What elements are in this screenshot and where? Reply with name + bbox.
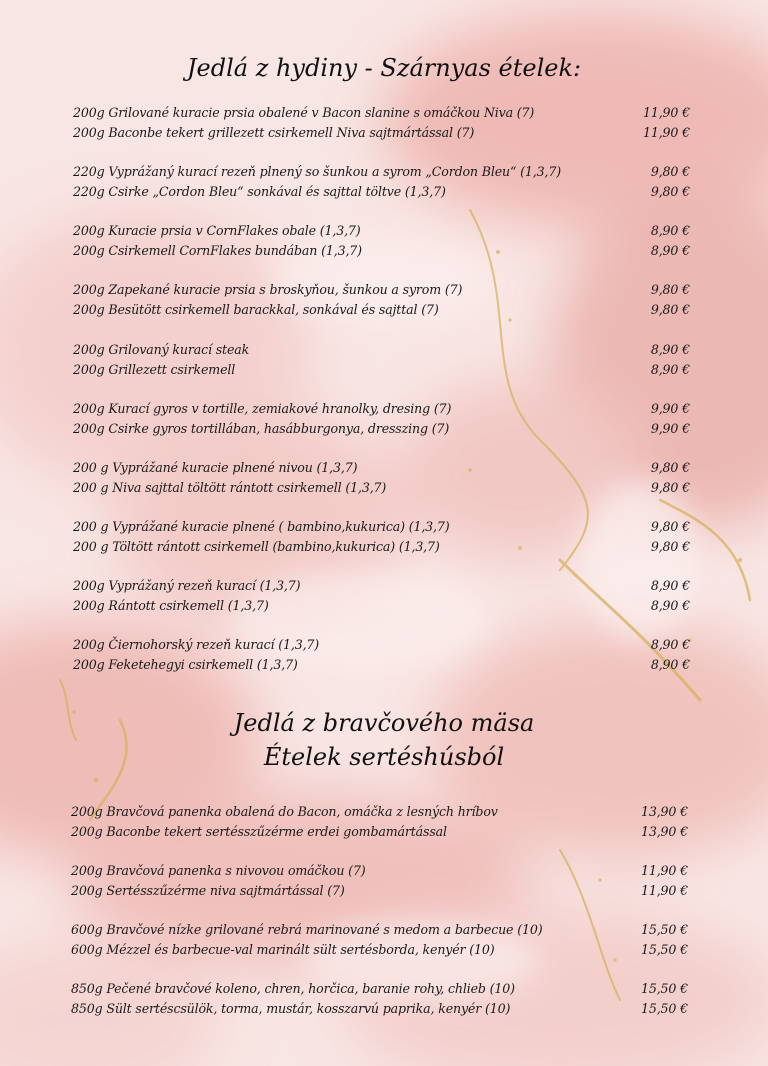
item-name: 200g Grillezett csirkemell <box>73 362 236 377</box>
menu-item <box>73 399 690 419</box>
menu-item <box>73 103 690 123</box>
item-name: 200g Kurací gyros v tortille, zemiakové hranolky, dresing (7) <box>73 401 452 416</box>
item-price: 15,50 € <box>640 1001 688 1016</box>
item-name: 200g Besütött csirkemell barackkal, sonkával és sajttal (7) <box>73 302 439 317</box>
item-price: 9,80 € <box>650 539 690 554</box>
section-title-line: Jedlá z bravčového mäsa <box>233 709 535 737</box>
menu-item <box>73 300 690 320</box>
menu-item <box>73 655 690 675</box>
item-name: 220g Csirke „Cordon Bleu“ sonkával és sajttal töltve (1,3,7) <box>73 184 446 199</box>
item-price: 8,90 € <box>650 657 690 672</box>
item-name: 600g Mézzel és barbecue-val marinált sült sertésborda, kenyér (10) <box>71 942 495 957</box>
item-price: 9,80 € <box>650 480 690 495</box>
item-price: 8,90 € <box>650 243 690 258</box>
menu-item <box>73 162 690 182</box>
menu-item <box>73 340 690 360</box>
menu-item <box>73 596 690 616</box>
item-price: 11,90 € <box>642 105 690 120</box>
menu-item <box>73 576 690 596</box>
item-price: 9,80 € <box>650 302 690 317</box>
item-price: 11,90 € <box>642 125 690 140</box>
menu-item <box>71 999 688 1019</box>
section-title-poultry <box>0 51 768 85</box>
item-name: 200g Csirke gyros tortillában, hasábburgonya, dresszing (7) <box>73 421 450 436</box>
item-price: 9,90 € <box>650 401 690 416</box>
item-name: 200g Sertésszűzérme niva sajtmártással (7) <box>71 883 345 898</box>
item-name: 600g Bravčové nízke grilované rebrá marinované s medom a barbecue (10) <box>71 922 543 937</box>
item-name: 200 g Vyprážané kuracie plnené nivou (1,3,7) <box>73 460 358 475</box>
section-title-line: Ételek sertéshúsból <box>263 743 505 771</box>
item-price: 13,90 € <box>640 824 688 839</box>
item-name: 200g Rántott csirkemell (1,3,7) <box>73 598 269 613</box>
item-price: 15,50 € <box>640 942 688 957</box>
section-title-pork <box>0 706 768 774</box>
item-name: 200g Čiernohorský rezeň kurací (1,3,7) <box>73 637 320 652</box>
item-price: 8,90 € <box>650 598 690 613</box>
menu-item <box>71 881 688 901</box>
item-name: 220g Vyprážaný kurací rezeň plnený so šunkou a syrom „Cordon Bleu“ (1,3,7) <box>73 164 561 179</box>
item-price: 11,90 € <box>640 883 688 898</box>
item-name: 200 g Vyprážané kuracie plnené ( bambino,kukurica) (1,3,7) <box>73 519 450 534</box>
menu-item <box>73 517 690 537</box>
item-price: 9,80 € <box>650 282 690 297</box>
item-price: 9,80 € <box>650 460 690 475</box>
item-price: 8,90 € <box>650 637 690 652</box>
menu-item <box>71 979 688 999</box>
item-price: 8,90 € <box>650 578 690 593</box>
item-name: 200g Grilovaný kurací steak <box>73 342 250 357</box>
item-price: 13,90 € <box>640 804 688 819</box>
menu-item <box>73 478 690 498</box>
item-price: 9,80 € <box>650 184 690 199</box>
item-name: 200g Csirkemell CornFlakes bundában (1,3,7) <box>73 243 362 258</box>
item-name: 200g Vyprážaný rezeň kurací (1,3,7) <box>73 578 301 593</box>
item-name: 200g Bravčová panenka s nivovou omáčkou (7) <box>71 863 366 878</box>
item-price: 9,80 € <box>650 164 690 179</box>
menu-item <box>71 861 688 881</box>
menu-item <box>73 182 690 202</box>
item-name: 200g Baconbe tekert grillezett csirkemell Niva sajtmártással (7) <box>73 125 475 140</box>
menu-item <box>73 241 690 261</box>
item-price: 9,80 € <box>650 519 690 534</box>
menu-item <box>71 920 688 940</box>
menu-item <box>73 360 690 380</box>
item-name: 200g Bravčová panenka obalená do Bacon, omáčka z lesných hríbov <box>71 804 498 819</box>
item-name: 200g Grilované kuracie prsia obalené v Bacon slanine s omáčkou Niva (7) <box>73 105 535 120</box>
item-name: 200g Kuracie prsia v CornFlakes obale (1,3,7) <box>73 223 361 238</box>
item-name: 200 g Niva sajttal töltött rántott csirkemell (1,3,7) <box>73 480 387 495</box>
item-price: 11,90 € <box>640 863 688 878</box>
item-price: 8,90 € <box>650 362 690 377</box>
item-name: 200g Baconbe tekert sertésszűzérme erdei gombamártással <box>71 824 447 839</box>
menu-item <box>71 940 688 960</box>
menu-item <box>71 822 688 842</box>
menu-item <box>73 221 690 241</box>
menu-item <box>73 537 690 557</box>
item-price: 8,90 € <box>650 223 690 238</box>
item-name: 850g Sült sertéscsülök, torma, mustár, kosszarvú paprika, kenyér (10) <box>71 1001 511 1016</box>
item-name: 200g Zapekané kuracie prsia s broskyňou, šunkou a syrom (7) <box>73 282 463 297</box>
item-name: 850g Pečené bravčové koleno, chren, horčica, baranie rohy, chlieb (10) <box>71 981 515 996</box>
menu-item <box>73 419 690 439</box>
menu-item <box>73 280 690 300</box>
item-price: 15,50 € <box>640 981 688 996</box>
item-price: 8,90 € <box>650 342 690 357</box>
menu-item <box>71 802 688 822</box>
menu-item <box>73 635 690 655</box>
menu-item <box>73 458 690 478</box>
item-name: 200 g Töltött rántott csirkemell (bambino,kukurica) (1,3,7) <box>73 539 440 554</box>
item-name: 200g Feketehegyi csirkemell (1,3,7) <box>73 657 298 672</box>
item-price: 15,50 € <box>640 922 688 937</box>
menu-item <box>73 123 690 143</box>
item-price: 9,90 € <box>650 421 690 436</box>
section-title-line: Jedlá z hydiny - Szárnyas ételek: <box>186 54 582 82</box>
